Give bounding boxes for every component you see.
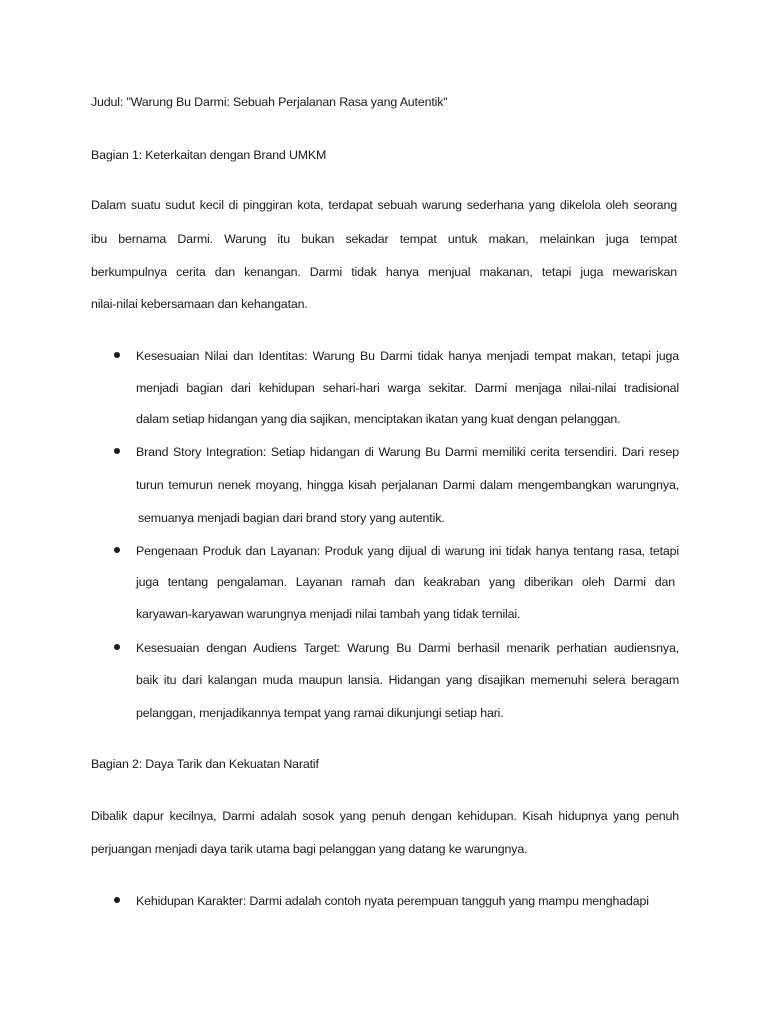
bullet-4-line-1: Kesesuaian dengan Audiens Target: Warung Bu Darmi berhasil menarik perhatian audiensnya,	[136, 641, 679, 655]
bullet-2-line-1: Brand Story Integration: Setiap hidangan di Warung Bu Darmi memiliki cerita tersendiri. Dari resep	[136, 445, 679, 459]
bullet-4-line-2: baik itu dari kalangan muda maupun lansia. Hidangan yang disajikan memenuhi selera beragam	[136, 673, 679, 687]
bullet-dot-icon	[114, 448, 120, 454]
bullet-3-line-3: karyawan-karyawan warungnya menjadi nilai tambah yang tidak ternilai.	[136, 607, 521, 621]
bullet-1-line-1: Kesesuaian Nilai dan Identitas: Warung Bu Darmi tidak hanya menjadi tempat makan, tetapi juga	[136, 349, 679, 363]
bullet-3-line-2: juga tentang pengalaman. Layanan ramah dan keakraban yang diberikan oleh Darmi dan	[136, 575, 675, 589]
bullet-dot-icon	[114, 352, 120, 358]
bullet-dot-icon	[114, 897, 120, 903]
section-1-intro-line-1: Dalam suatu sudut kecil di pinggiran kota, terdapat sebuah warung sederhana yang dikelola oleh seorang	[91, 198, 677, 212]
bullet-2-line-3: semuanya menjadi bagian dari brand story yang autentik.	[138, 511, 445, 525]
bullet-dot-icon	[114, 547, 120, 553]
bullet-1-line-2: menjadi bagian dari kehidupan sehari-hari warga sekitar. Darmi menjaga nilai-nilai tradisional	[136, 381, 679, 395]
bullet-1-line-3: dalam setiap hidangan yang dia sajikan, menciptakan ikatan yang kuat dengan pelanggan.	[136, 412, 621, 426]
section-2-heading: Bagian 2: Daya Tarik dan Kekuatan Naratif	[91, 757, 319, 771]
section-1-intro-line-4: nilai-nilai kebersamaan dan kehangatan.	[91, 297, 308, 311]
bullet-dot-icon	[114, 644, 120, 650]
bullet-3-line-1: Pengenaan Produk dan Layanan: Produk yang dijual di warung ini tidak hanya tentang rasa, tetapi	[136, 544, 679, 558]
section-2-intro-line-1: Dibalik dapur kecilnya, Darmi adalah sosok yang penuh dengan kehidupan. Kisah hidupnya yang penuh	[91, 809, 679, 823]
bullet-4-line-3: pelanggan, menjadikannya tempat yang ramai dikunjungi setiap hari.	[136, 706, 504, 720]
section-1-intro-line-2: ibu bernama Darmi. Warung itu bukan sekadar tempat untuk makan, melainkan juga tempat	[91, 232, 677, 246]
section-1-intro-line-3: berkumpulnya cerita dan kenangan. Darmi tidak hanya menjual makanan, tetapi juga mewariskan	[91, 265, 677, 279]
document-title: Judul: "Warung Bu Darmi: Sebuah Perjalanan Rasa yang Autentik"	[91, 95, 448, 109]
bullet-2-line-2: turun temurun nenek moyang, hingga kisah perjalanan Darmi dalam mengembangkan warungnya,	[136, 478, 679, 492]
section-1-heading: Bagian 1: Keterkaitan dengan Brand UMKM	[91, 148, 327, 162]
section-2-intro-line-2: perjuangan menjadi daya tarik utama bagi pelanggan yang datang ke warungnya.	[91, 842, 528, 856]
section-2-bullet-1-line-1: Kehidupan Karakter: Darmi adalah contoh nyata perempuan tangguh yang mampu menghadapi	[136, 894, 649, 908]
